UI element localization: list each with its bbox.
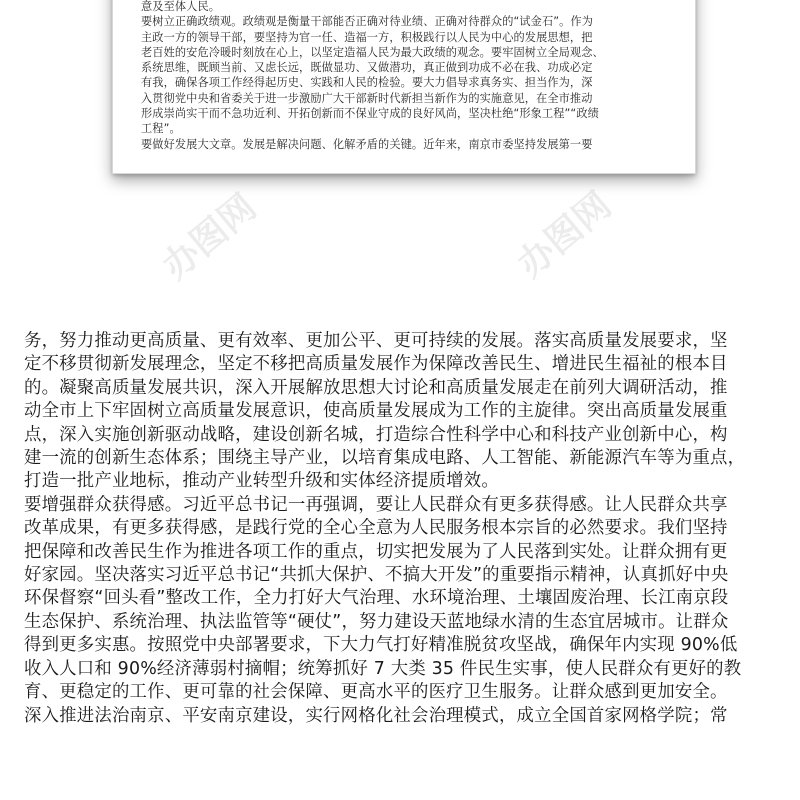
body-line: 动全市上下牢固树立高质量发展意识，使高质量发展成为工作的主旋律。突出高质量发展重 [24, 401, 728, 422]
body-line: 收入人口和 90%经济薄弱村摘帽；统筹抓好 7 大类 35 件民生实事，使人民群众有更好的教 [24, 658, 742, 679]
body-line: 育、更稳定的工作、更可靠的社会保障、更高水平的医疗卫生服务。让群众感到更加安全。 [24, 682, 728, 703]
body-line: 生态保护、系统治理、执法监管等“硬仗”，努力建设天蓝地绿水清的生态宜居城市。让群众 [24, 611, 729, 632]
body-line: 深入推进法治南京、平安南京建设，实行网格化社会治理模式，成立全国首家网格学院；常 [24, 705, 728, 726]
body-line: 的。凝聚高质量发展共识，深入开展解放思想大讨论和高质量发展走在前列大调研活动，推 [24, 377, 728, 398]
body-line: 务，努力推动更高质量、更有效率、更加公平、更可持续的发展。落实高质量发展要求，坚 [24, 331, 728, 351]
watermark-logo: 办图网 [155, 186, 265, 288]
preview-line: 入贯彻党中央和省委关于进一步激励广大干部新时代新担当新作为的实施意见，在全市推动 [141, 91, 593, 105]
body-line: 好家园。坚决落实习近平总书记“共抓大保护、不搞大开发”的重要指示精神，认真抓好中央 [24, 565, 729, 586]
document-preview-card [112, 0, 696, 174]
body-line: 要增强群众获得感。习近平总书记一再强调，要让人民群众有更多获得感。让人民群众共享 [24, 494, 728, 515]
body-line: 改革成果，有更多获得感，是践行党的全心全意为人民服务根本宗旨的必然要求。我们坚持 [24, 518, 728, 539]
preview-line: 要树立正确政绩观。政绩观是衡量干部能否正确对待业绩、正确对待群众的“试金石”。作为 [141, 15, 594, 29]
body-line: 把保障和改善民生作为推进各项工作的重点，切实把发展为了人民落到实处。让群众拥有更 [24, 541, 728, 562]
body-line: 建一流的创新生态体系；围绕主导产业，以培育集成电路、人工智能、新能源汽车等为重点， [24, 448, 746, 469]
preview-line: 要做好发展大文章。发展是解决问题、化解矛盾的关键。近年来，南京市委坚持发展第一要 [141, 137, 593, 151]
preview-line: 主政一方的领导干部，要坚持为官一任、造福一方，积极践行以人民为中心的发展思想，把 [141, 30, 593, 44]
watermark-logo: 办图网 [510, 184, 620, 286]
body-line: 打造一批产业地标，推动产业转型升级和实体经济提质增效。 [24, 471, 499, 492]
preview-line: 老百姓的安危冷暖时刻放在心上，以坚定造福人民为最大政绩的观念。要牢固树立全局观念、 [141, 45, 604, 59]
body-line: 定不移贯彻新发展理念，坚定不移把高质量发展作为保障改善民生、增进民生福祉的根本目 [24, 354, 728, 375]
body-line: 点，深入实施创新驱动战略，建设创新名城，打造综合性科学中心和科技产业创新中心，构 [24, 424, 728, 445]
body-line: 得到更多实惠。按照党中央部署要求，下大力气打好精准脱贫攻坚战，确保年内实现 90%低 [24, 635, 738, 656]
preview-line: 意及至体人民。 [141, 0, 221, 13]
preview-line: 有我，确保各项工作经得起历史、实践和人民的检验。要大力倡导求真务实、担当作为，深 [141, 76, 593, 90]
preview-line: 形成崇尚实干而不急功近利、开拓创新而不保业守成的良好风尚，坚决杜绝“形象工程”“政绩 [141, 107, 599, 121]
preview-line: 工程”。 [141, 122, 181, 136]
preview-line: 系统思维，既顾当前、又虑长远，既做显功、又做潜功，真正做到功成不必在我、功成必定 [141, 61, 593, 75]
preview-text-block [141, 0, 681, 152]
body-line: 环保督察“回头看”整改工作，全力打好大气治理、水环境治理、土壤固废治理、长江南京段 [24, 588, 729, 609]
body-text-block [24, 330, 780, 728]
